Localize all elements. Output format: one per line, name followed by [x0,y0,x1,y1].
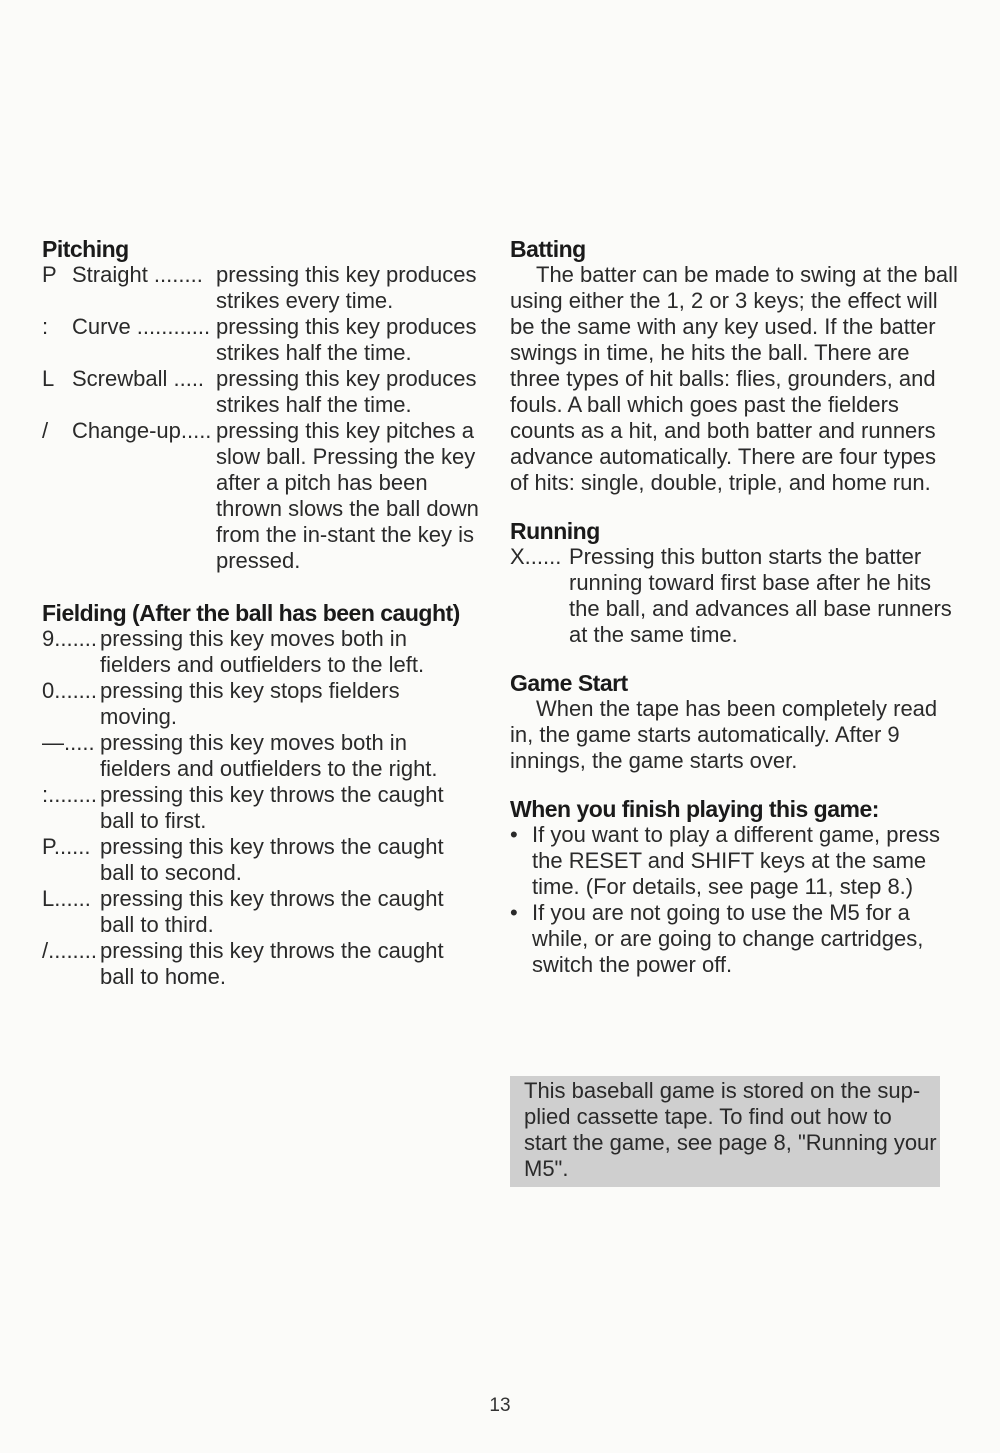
field-key: —..... [42,730,95,755]
running-heading: Running [510,518,600,544]
finish-bullet [510,900,960,978]
running-desc: Pressing this button starts the batter running toward first base after he hits the ball, and advances all base runners at the same time. [569,544,952,647]
page-number: 13 [489,1395,511,1416]
field-key: /........ [42,938,98,963]
batting-heading: Batting [510,236,586,262]
field-desc: pressing this key stops fielders moving. [100,678,400,729]
field-item [42,886,482,938]
field-key: :........ [42,782,98,807]
field-desc: pressing this key moves both in fielders and outfielders to the right. [100,730,438,781]
field-key: L...... [42,886,91,911]
game-start-body: When the tape has been completely read in, the game starts automatically. After 9 innings, the game starts over. [510,696,938,773]
finish-bullet-text: If you are not going to use the M5 for a while, or are going to change cartridges, switch the power off. [532,900,924,977]
field-key: 9....... [42,626,98,651]
pitching-heading: Pitching [42,236,129,262]
fielding-list [42,626,482,990]
field-desc: pressing this key moves both in fielders and outfielders to the left. [100,626,425,677]
finish-bullet [510,822,960,900]
pitch-name: Screwball ..... [72,366,205,391]
field-item [42,730,482,782]
pitch-item-change-up [42,418,482,574]
running-key: X...... [510,544,562,569]
field-item [42,938,482,990]
pitch-name: Curve ............ [72,314,211,339]
pitch-key: : [42,314,49,339]
game-start-heading: Game Start [510,670,628,696]
pitch-key: P [42,262,57,287]
pitch-item-screwball [42,366,482,418]
fielding-heading: Fielding (After the ball has been caught) [42,600,460,626]
field-key: P...... [42,834,91,859]
pitch-key: L [42,366,55,391]
running-item [510,544,960,648]
pitch-item-straight [42,262,482,314]
pitch-desc: pressing this key produces strikes half the time. [216,314,477,365]
field-desc: pressing this key throws the caught ball to third. [100,886,444,937]
pitching-list [42,262,482,574]
field-key: 0....... [42,678,98,703]
field-desc: pressing this key throws the caught ball to home. [100,938,444,989]
field-item [42,782,482,834]
field-item [42,678,482,730]
cassette-note-box: This baseball game is stored on the sup-plied cassette tape. To find out how to start the game, see page 8, "Running your M5". [510,1076,940,1187]
field-item [42,834,482,886]
left-column [42,236,482,990]
field-item [42,626,482,678]
pitch-name: Change-up..... [72,418,212,443]
finish-bullet-text: If you want to play a different game, press the RESET and SHIFT keys at the same time. (For details, see page 11, step 8.) [532,822,941,899]
bullet-icon: • [510,900,518,925]
pitch-desc: pressing this key pitches a slow ball. Pressing the key after a pitch has been thrown slows the ball down from the in-stant the key is pressed. [216,418,479,573]
field-desc: pressing this key throws the caught ball to first. [100,782,444,833]
pitch-desc: pressing this key produces strikes every time. [216,262,477,313]
right-column [510,236,960,978]
field-desc: pressing this key throws the caught ball to second. [100,834,444,885]
pitch-item-curve [42,314,482,366]
finish-heading: When you finish playing this game: [510,796,879,822]
pitch-desc: pressing this key produces strikes half the time. [216,366,477,417]
batting-body: The batter can be made to swing at the ball using either the 1, 2 or 3 keys; the effect will be the same with any key used. If the batter swings in time, he hits the ball. There are three types of hit balls: flies, grounders, and fouls. A ball which goes past the fielders counts as a hit, and both batter and runners advance automatically. There are four types of hits: single, double, triple, and home run. [510,262,958,495]
finish-list [510,822,960,978]
pitch-key: / [42,418,49,443]
bullet-icon: • [510,822,518,847]
pitch-name: Straight ........ [72,262,203,287]
